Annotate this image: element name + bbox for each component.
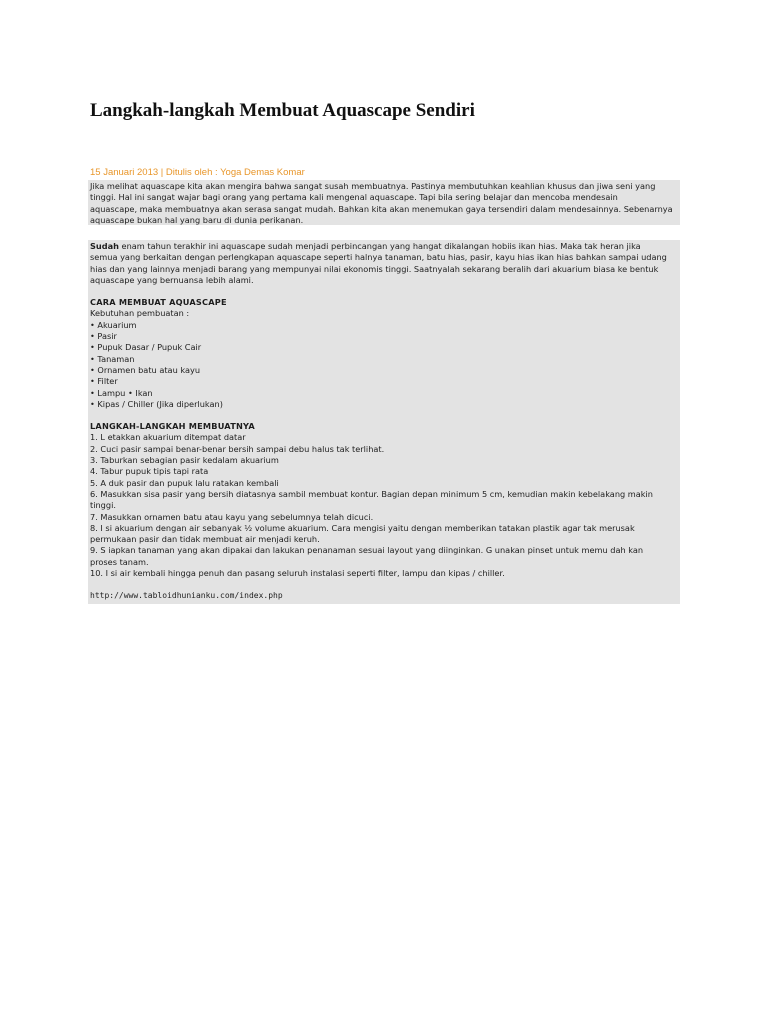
content-block xyxy=(88,240,680,604)
paragraph-line xyxy=(90,241,678,252)
step-line: 2. Cuci pasir sampai benar-benar bersih sampai debu halus tak terlihat. xyxy=(90,443,385,454)
material-item: • Akuarium xyxy=(90,319,137,330)
paragraph-line: semua yang berkaitan dengan perlengkapan aquascape seperti halnya tanaman, batu hias, pasir, kayu hias ikan hias bahkan sampai udang xyxy=(90,252,667,263)
step-line: 1. L etakkan akuarium ditempat datar xyxy=(90,432,246,443)
step-line: 4. Tabur pupuk tipis tapi rata xyxy=(90,466,209,477)
step-line: tinggi. xyxy=(90,500,116,511)
material-item: • Pasir xyxy=(90,331,117,342)
spacer xyxy=(90,579,678,590)
step-line: permukaan pasir dan tidak membuat air menjadi keruh. xyxy=(90,534,320,545)
section-heading-langkah: LANGKAH-LANGKAH MEMBUATNYA xyxy=(90,421,255,432)
material-item: • Ornamen batu atau kayu xyxy=(90,364,201,375)
step-line: 6. Masukkan sisa pasir yang bersih diatasnya sambil membuat kontur. Bagian depan minimum 5 cm, kemudian makin kebelakang makin xyxy=(90,488,653,499)
spacer xyxy=(90,410,678,421)
material-item: • Pupuk Dasar / Pupuk Cair xyxy=(90,342,202,353)
step-line: 10. I si air kembali hingga penuh dan pasang seluruh instalasi seperti filter, lampu dan kipas / chiller. xyxy=(90,568,505,579)
step-line: 9. S iapkan tanaman yang akan dipakai dan lakukan penanaman sesuai layout yang diinginkan. G unakan pinset untuk memu dah kan xyxy=(90,545,644,556)
material-item: • Filter xyxy=(90,376,118,387)
section-heading-cara: CARA MEMBUAT AQUASCAPE xyxy=(90,297,227,308)
intro-line: aquascape bukan hal yang baru di dunia perikanan. xyxy=(90,214,304,225)
paragraph-line: aquascape yang bernuansa lebih alami. xyxy=(90,274,254,285)
intro-block xyxy=(88,180,680,225)
intro-line: aquascape, maka membuatnya akan serasa sangat mudah. Bahkan kita akan menemukan gaya tersendiri dalam mendesainnya. Sebenarnya xyxy=(90,203,673,214)
material-item: • Tanaman xyxy=(90,353,135,364)
intro-line: Jika melihat aquascape kita akan mengira bahwa sangat susah membuatnya. Pastinya membutuhkan keahlian khusus dan jiwa seni yang xyxy=(90,181,656,191)
paragraph-line: hias dan yang lainnya menjadi barang yang mempunyai nilai ekonomis tinggi. Saatnyalah sekarang beralih dari akuarium biasa ke bentuk xyxy=(90,263,659,274)
para-line-rest: enam tahun terakhir ini aquascape sudah menjadi perbincangan yang hangat dikalangan hobiis ikan hias. Maka tak heran jika xyxy=(118,241,641,251)
spacer xyxy=(90,286,678,297)
step-line: 7. Masukkan ornamen batu atau kayu yang sebelumnya telah dicuci. xyxy=(90,511,374,522)
article-meta: 15 Januari 2013 | Ditulis oleh : Yoga Demas Komar xyxy=(90,167,305,178)
step-line: 3. Taburkan sebagian pasir kedalam akuarium xyxy=(90,455,279,466)
step-line: 8. I si akuarium dengan air sebanyak ½ volume akuarium. Cara mengisi yaitu dengan memberikan tatakan plastik agar tak merusak xyxy=(90,522,635,533)
step-line: proses tanam. xyxy=(90,556,149,567)
para-lead-word: Sudah xyxy=(90,241,119,251)
step-line: 5. A duk pasir dan pupuk lalu ratakan kembali xyxy=(90,477,279,488)
material-item: • Kipas / Chiller (Jika diperlukan) xyxy=(90,398,223,409)
material-item: • Lampu • Ikan xyxy=(90,387,153,398)
materials-subheading: Kebutuhan pembuatan : xyxy=(90,308,190,319)
source-url: http://www.tabloidhunianku.com/index.php xyxy=(90,591,283,601)
intro-line: tinggi. Hal ini sangat wajar bagi orang yang pertama kali mengenal aquascape. Tapi bila sering belajar dan mencoba mendesain xyxy=(90,192,618,203)
article-title: Langkah-langkah Membuat Aquascape Sendiri xyxy=(90,100,475,121)
